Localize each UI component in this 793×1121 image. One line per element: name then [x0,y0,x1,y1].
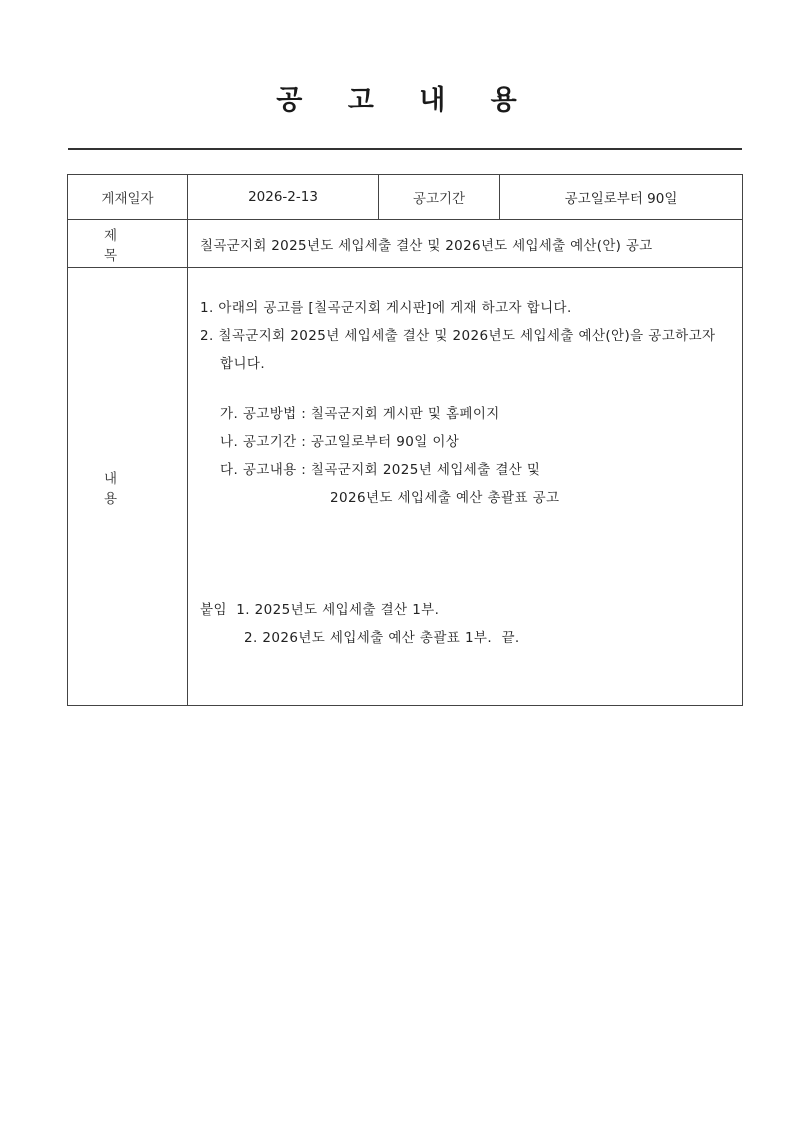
notice-table [67,174,743,706]
period-label: 공고기간 [379,175,500,220]
header-row [68,175,743,220]
content-body [188,268,743,706]
subject-row [68,220,743,268]
date-label: 게재일자 [68,175,188,220]
content-item-2: 2. 칠곡군지회 2025년 세입세출 결산 및 2026년도 세입세출 예산(안)을 공고하고자 [200,328,716,344]
sub-item-period: 나. 공고기간 : 공고일로부터 90일 이상 [220,434,460,450]
date-value: 2026-2-13 [188,175,379,220]
attachment-2: 2. 2026년도 세입세출 예산 총괄표 1부. 끝. [244,630,520,646]
period-value: 공고일로부터 90일 [500,175,743,220]
content-row [68,268,743,706]
sub-item-content-continued: 2026년도 세입세출 예산 총괄표 공고 [330,490,560,506]
attachment-1: 붙임 1. 2025년도 세입세출 결산 1부. [200,602,440,618]
content-item-1: 1. 아래의 공고를 [칠곡군지회 게시판]에 게재 하고자 합니다. [200,300,572,316]
sub-item-method: 가. 공고방법 : 칠곡군지회 게시판 및 홈페이지 [220,406,500,422]
content-item-2-continued: 합니다. [220,356,266,372]
content-label: 내 용 [68,268,188,706]
sub-item-content: 다. 공고내용 : 칠곡군지회 2025년 세입세출 결산 및 [220,462,541,478]
subject-value: 칠곡군지회 2025년도 세입세출 결산 및 2026년도 세입세출 예산(안) 공고 [188,220,743,268]
page-title: 공 고 내 용 [276,85,535,116]
subject-label: 제 목 [68,220,188,268]
title-divider [68,148,742,150]
